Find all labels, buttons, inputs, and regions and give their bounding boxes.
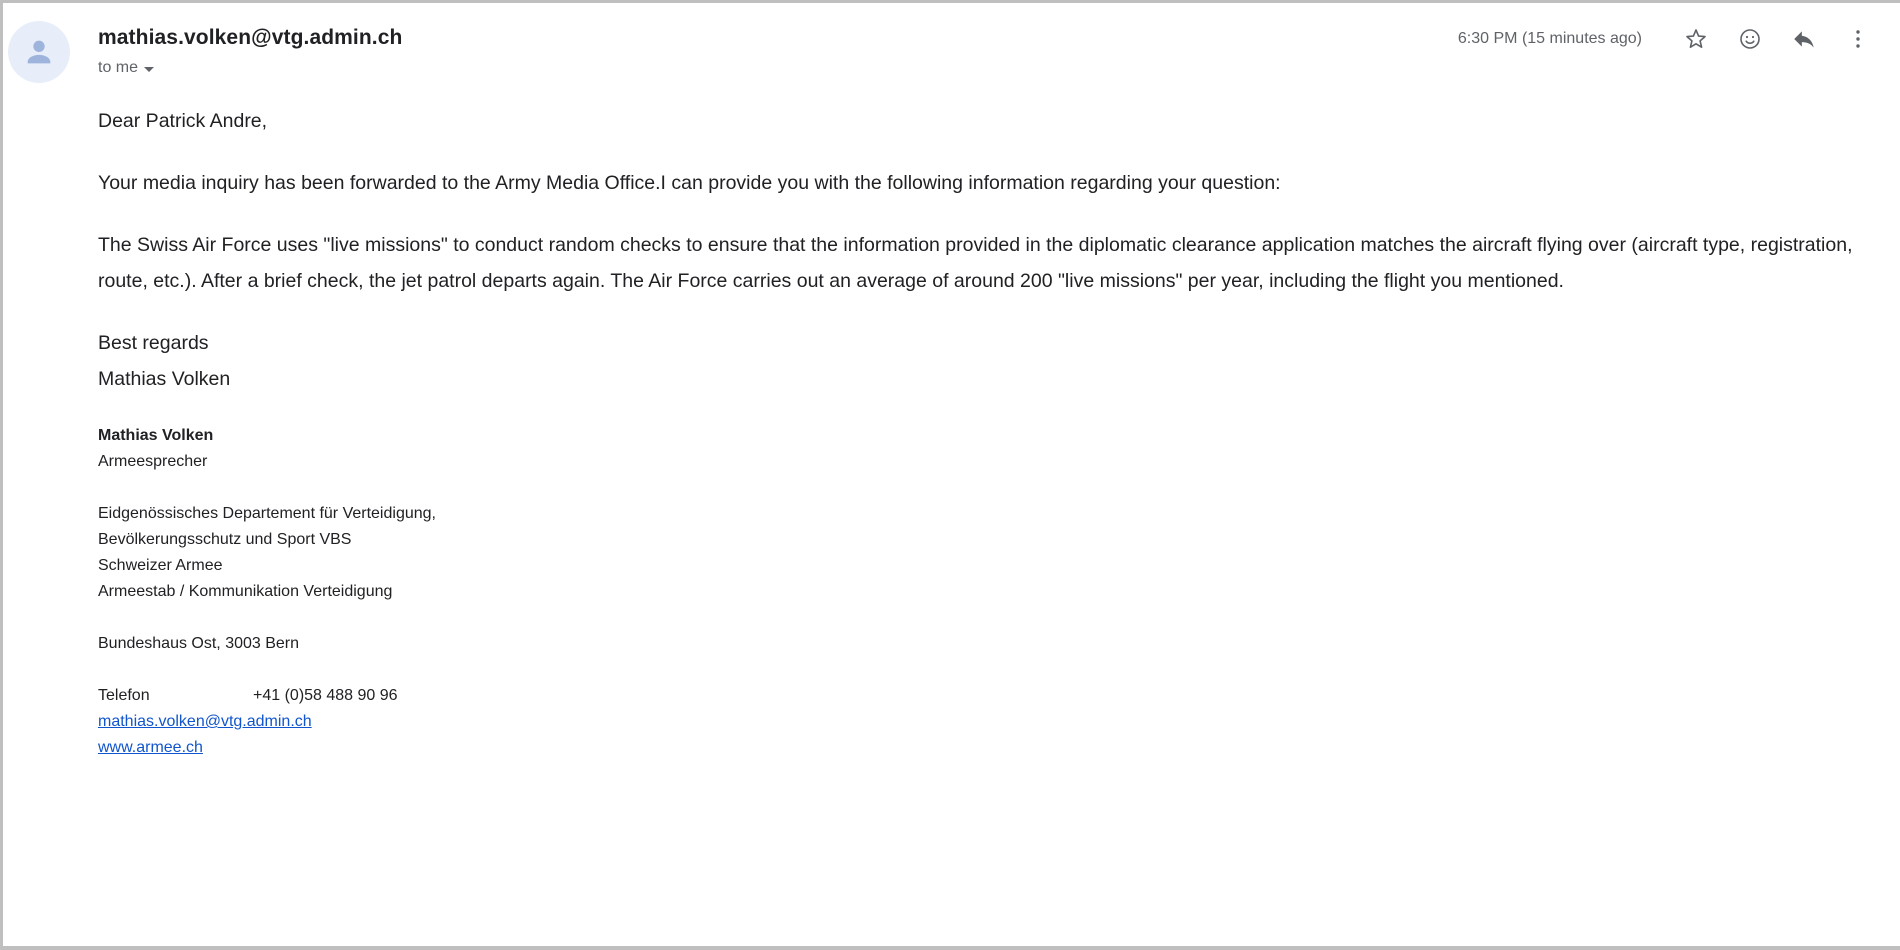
signature-spacer-3 bbox=[98, 657, 1860, 683]
signature-phone-value: +41 (0)58 488 90 96 bbox=[253, 687, 398, 704]
signature-website-link[interactable]: www.armee.ch bbox=[98, 739, 203, 756]
signature-org-line-2: Bevölkerungsschutz und Sport VBS bbox=[98, 531, 352, 548]
signature-spacer-1 bbox=[98, 475, 1860, 501]
body-paragraph-1: Your media inquiry has been forwarded to the Army Media Office.I can provide you with the following information regarding your question: bbox=[98, 172, 1281, 194]
body-paragraph-2: The Swiss Air Force uses "live missions" to conduct random checks to ensure that the information provided in the diplomatic clearance application matches the aircraft flying over (aircraft type, registration, route, etc.). After a brief check, the jet patrol departs again. The Air Force carries out an average of around 200 "live missions" per year, including the flight you mentioned. bbox=[98, 234, 1853, 292]
signature-org-line-4: Armeestab / Kommunikation Verteidigung bbox=[98, 583, 393, 600]
email-body bbox=[98, 103, 1860, 761]
recipient-line[interactable] bbox=[98, 59, 402, 77]
signature-address: Bundeshaus Ost, 3003 Bern bbox=[98, 635, 300, 652]
email-timestamp: 6:30 PM (15 minutes ago) bbox=[1457, 30, 1642, 47]
emoji-smiley-icon[interactable] bbox=[1736, 25, 1764, 53]
sender-block bbox=[98, 25, 402, 77]
signature-name: Mathias Volken bbox=[98, 427, 214, 444]
email-signature bbox=[98, 423, 1860, 761]
chevron-down-icon[interactable] bbox=[144, 67, 154, 72]
person-avatar-icon bbox=[22, 35, 56, 69]
signature-email-link[interactable]: mathias.volken@vtg.admin.ch bbox=[98, 713, 312, 730]
more-options-kebab-icon[interactable] bbox=[1844, 25, 1872, 53]
body-closing-block bbox=[98, 325, 1860, 397]
signature-spacer-2 bbox=[98, 605, 1860, 631]
body-closing: Best regards bbox=[98, 332, 209, 354]
body-closing-name: Mathias Volken bbox=[98, 368, 231, 390]
recipient-label: to me bbox=[98, 59, 139, 76]
window-bottom-edge bbox=[0, 946, 1900, 950]
signature-phone-row bbox=[98, 683, 1860, 709]
email-header bbox=[3, 3, 1900, 95]
star-icon[interactable] bbox=[1682, 25, 1710, 53]
signature-role: Armeesprecher bbox=[98, 453, 208, 470]
signature-phone-label: Telefon bbox=[98, 687, 150, 704]
avatar bbox=[8, 21, 70, 83]
signature-org-line-3: Schweizer Armee bbox=[98, 557, 223, 574]
reply-arrow-icon[interactable] bbox=[1790, 25, 1818, 53]
email-container bbox=[3, 3, 1900, 946]
sender-email[interactable]: mathias.volken@vtg.admin.ch bbox=[98, 26, 403, 49]
header-actions bbox=[1458, 25, 1872, 53]
body-greeting: Dear Patrick Andre, bbox=[98, 110, 268, 132]
signature-org-line-1: Eidgenössisches Departement für Verteidigung, bbox=[98, 505, 436, 522]
